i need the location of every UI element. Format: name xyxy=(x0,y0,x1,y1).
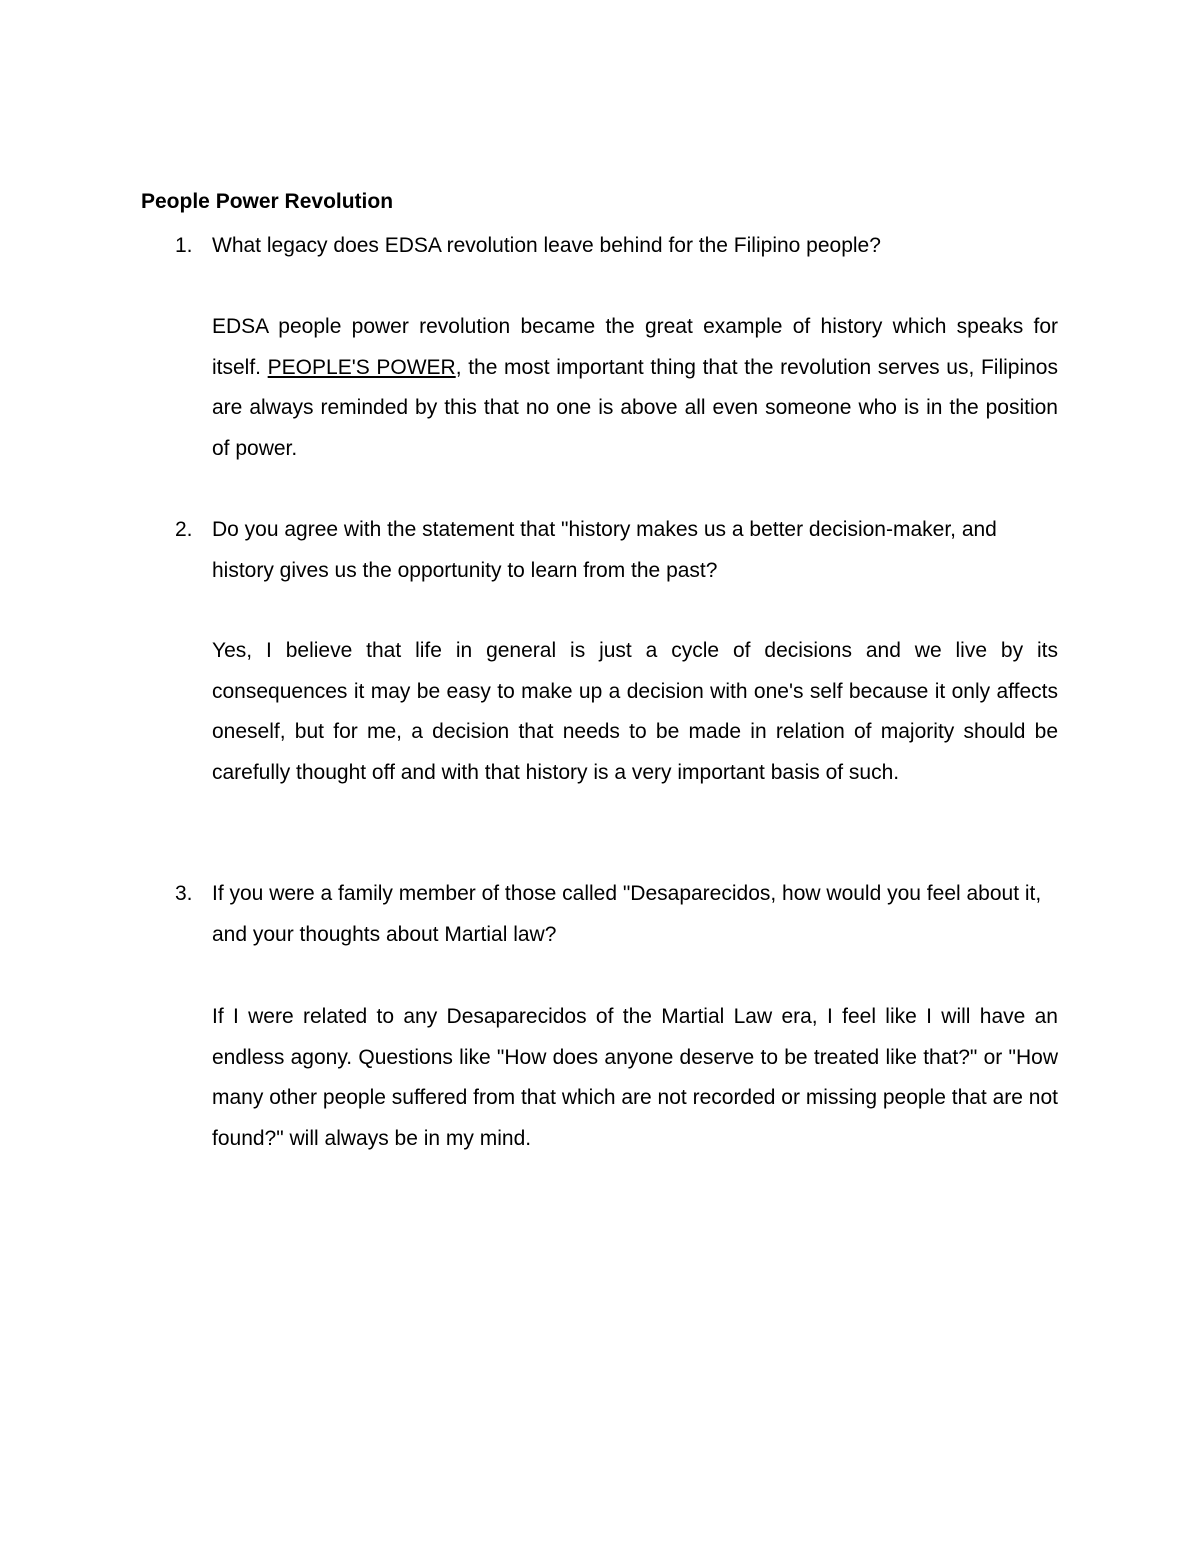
question-number: 2. xyxy=(175,518,193,541)
question-text: What legacy does EDSA revolution leave behind for the Filipino people? xyxy=(212,234,881,257)
question-text: Do you agree with the statement that "history makes us a better decision-maker, and history gives us the opportunity to learn from the past? xyxy=(212,518,997,582)
question-number: 3. xyxy=(175,882,193,905)
question-text: If you were a family member of those called "Desaparecidos, how would you feel about it, and your thoughts about Martial law? xyxy=(212,882,1042,946)
answer-paragraph-3: If I were related to any Desaparecidos of the Martial Law era, I feel like I will have an endless agony. Questions like "How does anyone deserve to be treated like that?" or "How many other people suffered from that which are not recorded or missing people that are not found?" will always be in my mind. xyxy=(212,1005,1058,1150)
answer-paragraph-2: Yes, I believe that life in general is just a cycle of decisions and we live by its consequences it may be easy to make up a decision with one's self because it only affects oneself, but for me, a decision that needs to be made in relation of majority should be carefully thought off and with that history is a very important basis of such. xyxy=(212,639,1058,784)
underlined-term: PEOPLE'S POWER xyxy=(267,355,456,379)
answer-text: , the most important thing that the revolution serves us, Filipinos are always reminded by this that no one is above all even someone who is in the position of power. xyxy=(212,355,1058,460)
document-title: People Power Revolution xyxy=(141,190,394,213)
question-item-1 xyxy=(141,226,1058,267)
question-item-2 xyxy=(141,510,1058,591)
question-number: 1. xyxy=(175,234,193,257)
answer-paragraph-1 xyxy=(212,307,1058,469)
answer-text: EDSA people power revolution became the great example of history which speaks for itself. xyxy=(212,315,1058,379)
question-item-3 xyxy=(141,874,1058,955)
